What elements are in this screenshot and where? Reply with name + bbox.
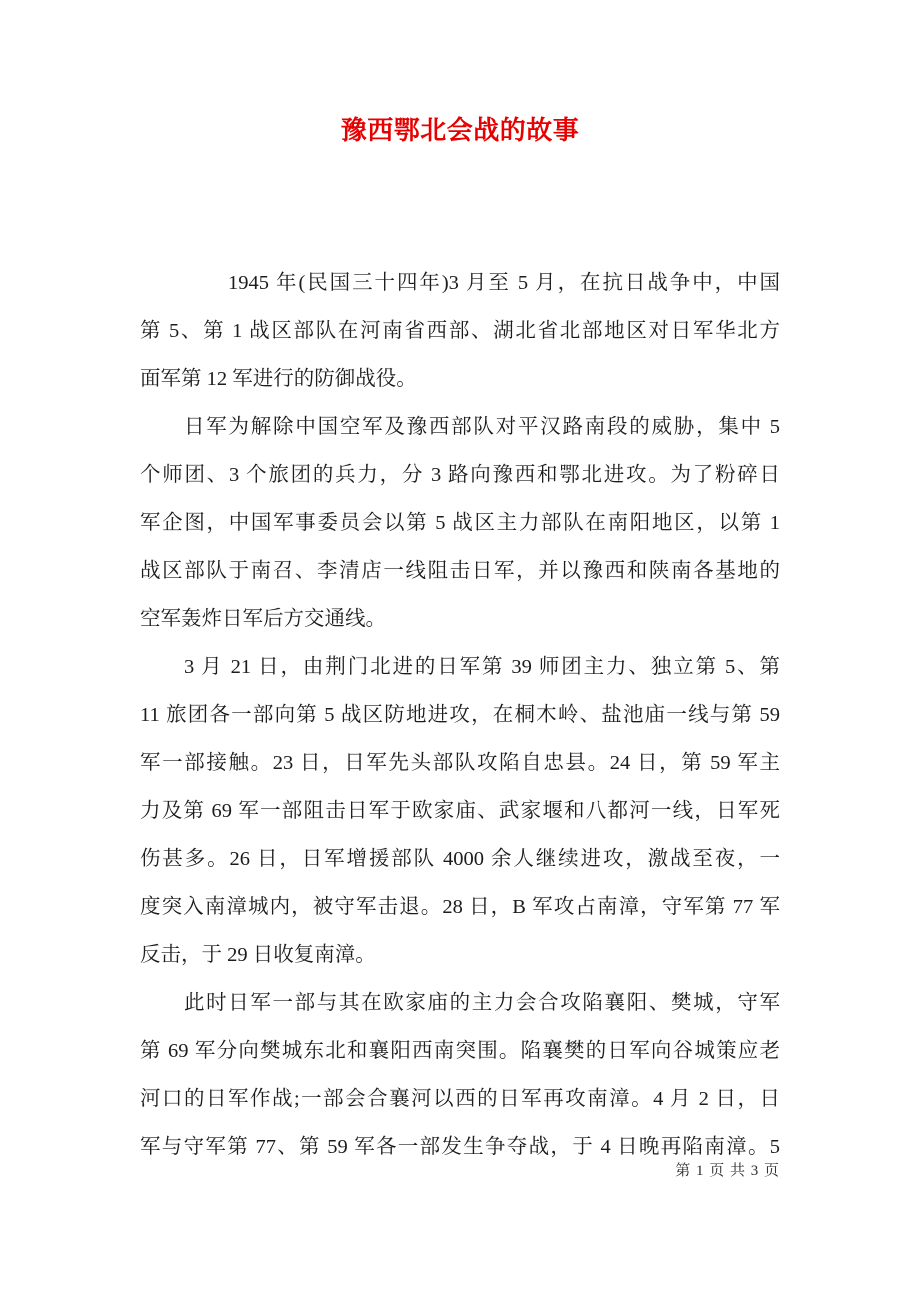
text-line: 第 69 军分向樊城东北和襄阳西南突围。陷襄樊的日军向谷城策应老 [140, 1040, 780, 1062]
text-line: 11 旅团各一部向第 5 战区防地进攻，在桐木岭、盐池庙一线与第 59 [140, 704, 780, 726]
text-line: 面军第 12 军进行的防御战役。 [140, 368, 417, 390]
text-line: 日军为解除中国空军及豫西部队对平汉路南段的威胁，集中 5 [184, 416, 780, 438]
text-line: 反击，于 29 日收复南漳。 [140, 944, 376, 966]
document-body [140, 259, 780, 1171]
text-line: 军一部接触。23 日，日军先头部队攻陷自忠县。24 日，第 59 军主 [140, 752, 780, 774]
text-line: 度突入南漳城内，被守军击退。28 日，B 军攻占南漳，守军第 77 军 [140, 896, 780, 918]
text-line: 空军轰炸日军后方交通线。 [140, 608, 386, 630]
text-line: 此时日军一部与其在欧家庙的主力会合攻陷襄阳、樊城，守军 [184, 992, 780, 1014]
paragraph [140, 643, 780, 979]
text-line: 战区部队于南召、李清店一线阻击日军，并以豫西和陕南各基地的 [140, 560, 780, 582]
text-line: 第 5、第 1 战区部队在河南省西部、湖北省北部地区对日军华北方 [140, 320, 780, 342]
text-line: 1945 年(民国三十四年)3 月至 5 月，在抗日战争中，中国 [228, 272, 780, 294]
text-line: 河口的日军作战;一部会合襄河以西的日军再攻南漳。4 月 2 日，日 [140, 1088, 780, 1110]
page-number-footer: 第 1 页 共 3 页 [675, 1163, 780, 1179]
text-line: 3 月 21 日，由荆门北进的日军第 39 师团主力、独立第 5、第 [184, 656, 780, 678]
document-title: 豫西鄂北会战的故事 [340, 116, 580, 145]
text-line: 军与守军第 77、第 59 军各一部发生争夺战，于 4 日晚再陷南漳。5 [140, 1136, 780, 1158]
text-line: 个师团、3 个旅团的兵力，分 3 路向豫西和鄂北进攻。为了粉碎日 [140, 464, 780, 486]
text-line: 伤甚多。26 日，日军增援部队 4000 余人继续进攻，激战至夜，一 [140, 848, 780, 870]
paragraph [140, 259, 780, 403]
text-line: 军企图，中国军事委员会以第 5 战区主力部队在南阳地区，以第 1 [140, 512, 780, 534]
text-line: 力及第 69 军一部阻击日军于欧家庙、武家堰和八都河一线，日军死 [140, 800, 780, 822]
paragraph [140, 979, 780, 1171]
paragraph [140, 403, 780, 643]
